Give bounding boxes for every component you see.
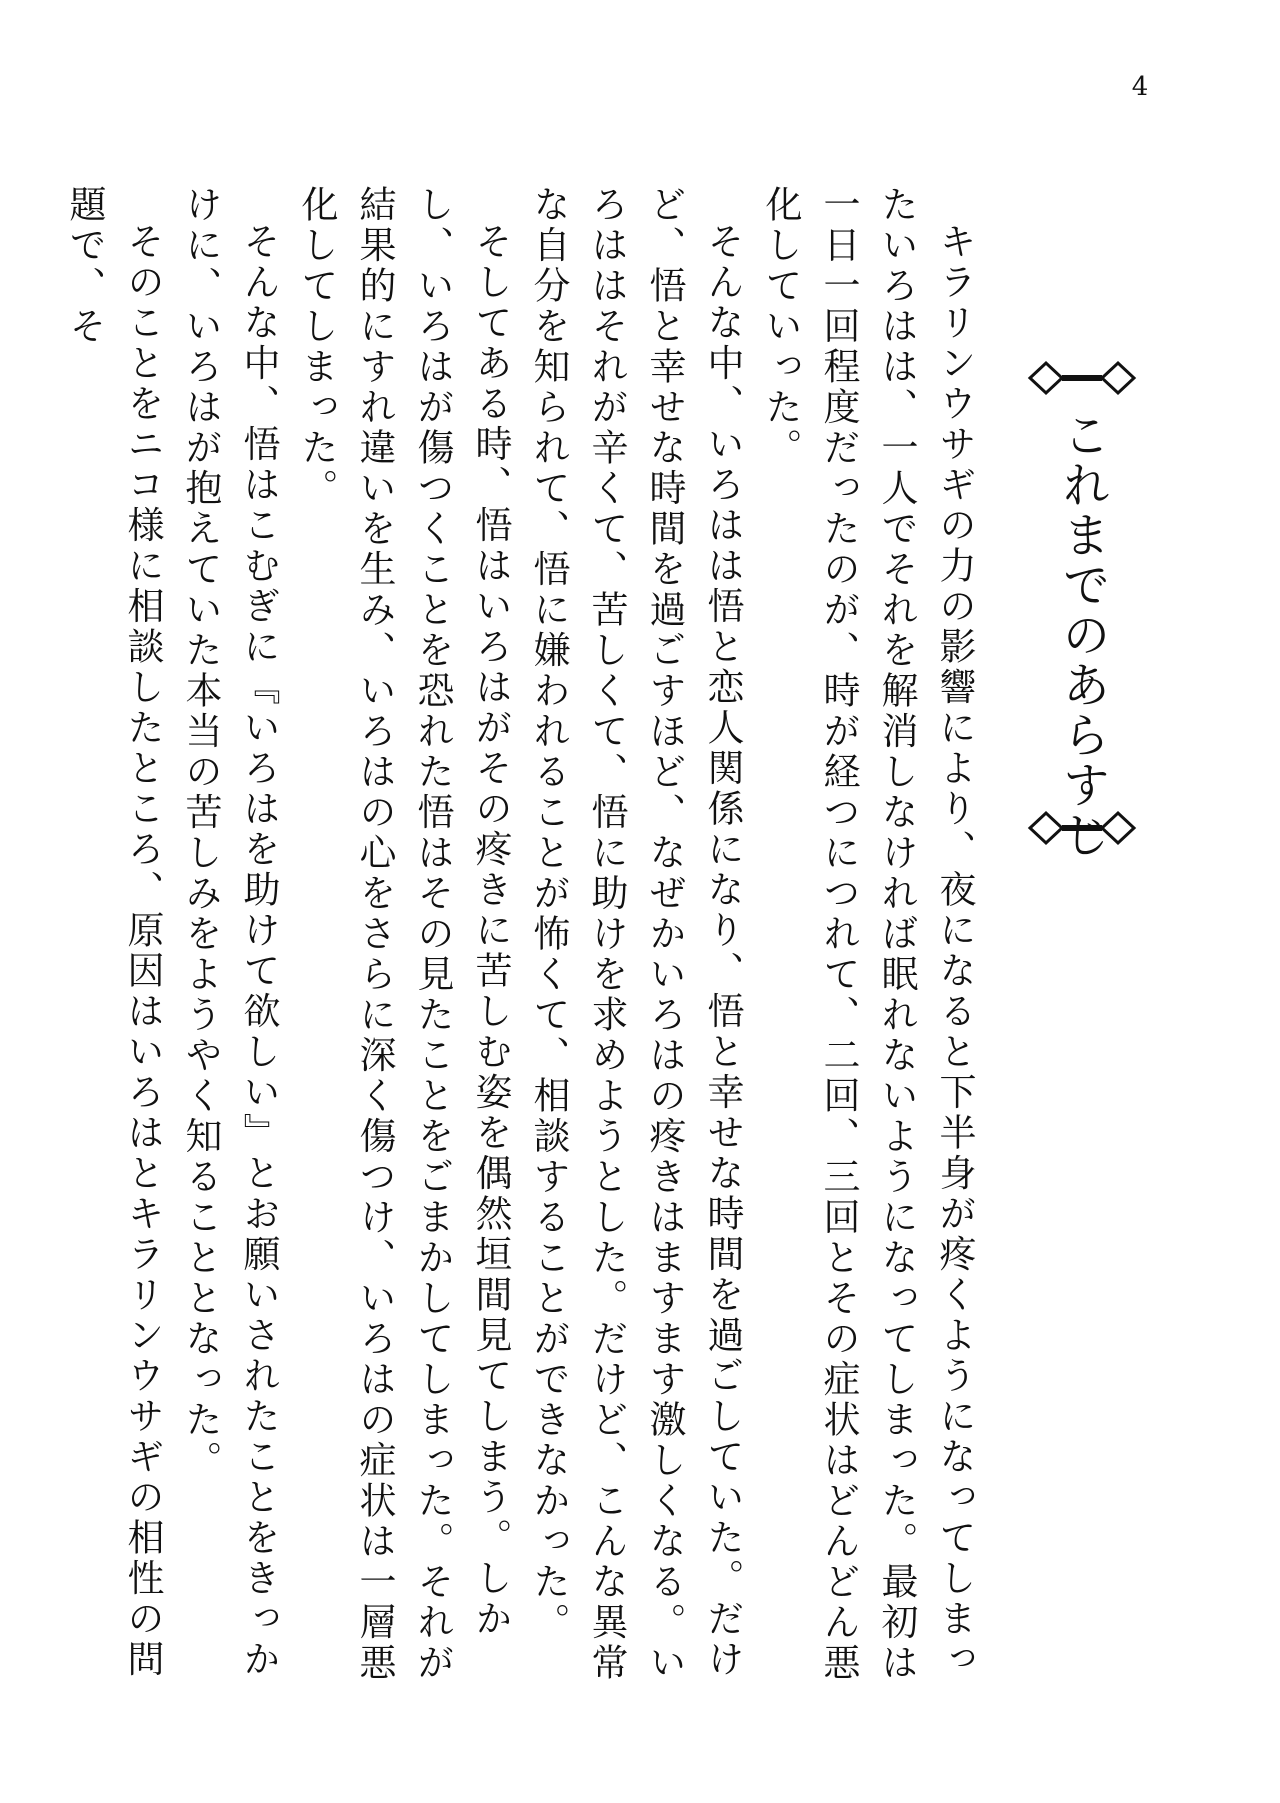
diamond-ornament-top-icon: [1026, 358, 1138, 398]
paragraph: そんな中、いろはは悟と恋人関係になり、悟と幸せな時間を過ごしていた。だけど、悟と幸せな時間を過ごすほど、なぜかいろはの疼きはますます激しくなる。いろははそれが辛くて、苦しくて、悟に助けを求めようとした。だけど、こんな異常な自分を知られて、悟に嫌われることが怖くて、相談することができなかった。: [527, 185, 744, 1684]
paragraph: そのことをニコ様に相談したところ、原因はいろはとキラリンウサギの相性の問題で、そ: [63, 185, 164, 1680]
paragraph: そんな中、悟はこむぎに『いろはを助けて欲しい』とお願いされたことをきっかけに、いろはが抱えていた本当の苦しみをようやく知ることとなった。: [179, 185, 280, 1680]
chapter-title: これまでのあらすじ: [1054, 410, 1110, 860]
diamond-ornament-bottom-icon: [1026, 808, 1138, 848]
paragraph: そしてある時、悟はいろはがその疼きに苦しむ姿を偶然垣間見てしまう。しかし、いろはが傷つくことを恐れた悟はその見たことをごまかしてしまった。それが結果的にすれ違いを生み、いろはの心をさらに深く傷つけ、いろはの症状は一層悪化してしまった。: [295, 185, 512, 1684]
page-number: 4: [1131, 72, 1149, 102]
paragraph: キラリンウサギの力の影響により、夜になると下半身が疼くようになってしまったいろはは、一人でそれを解消しなければ眠れないようになってしまった。最初は一日一回程度だったのが、時が経つにつれて、二回、三回とその症状はどんどん悪化していった。: [759, 185, 976, 1684]
body-text: [55, 185, 983, 1715]
chapter-heading: [1026, 358, 1138, 858]
